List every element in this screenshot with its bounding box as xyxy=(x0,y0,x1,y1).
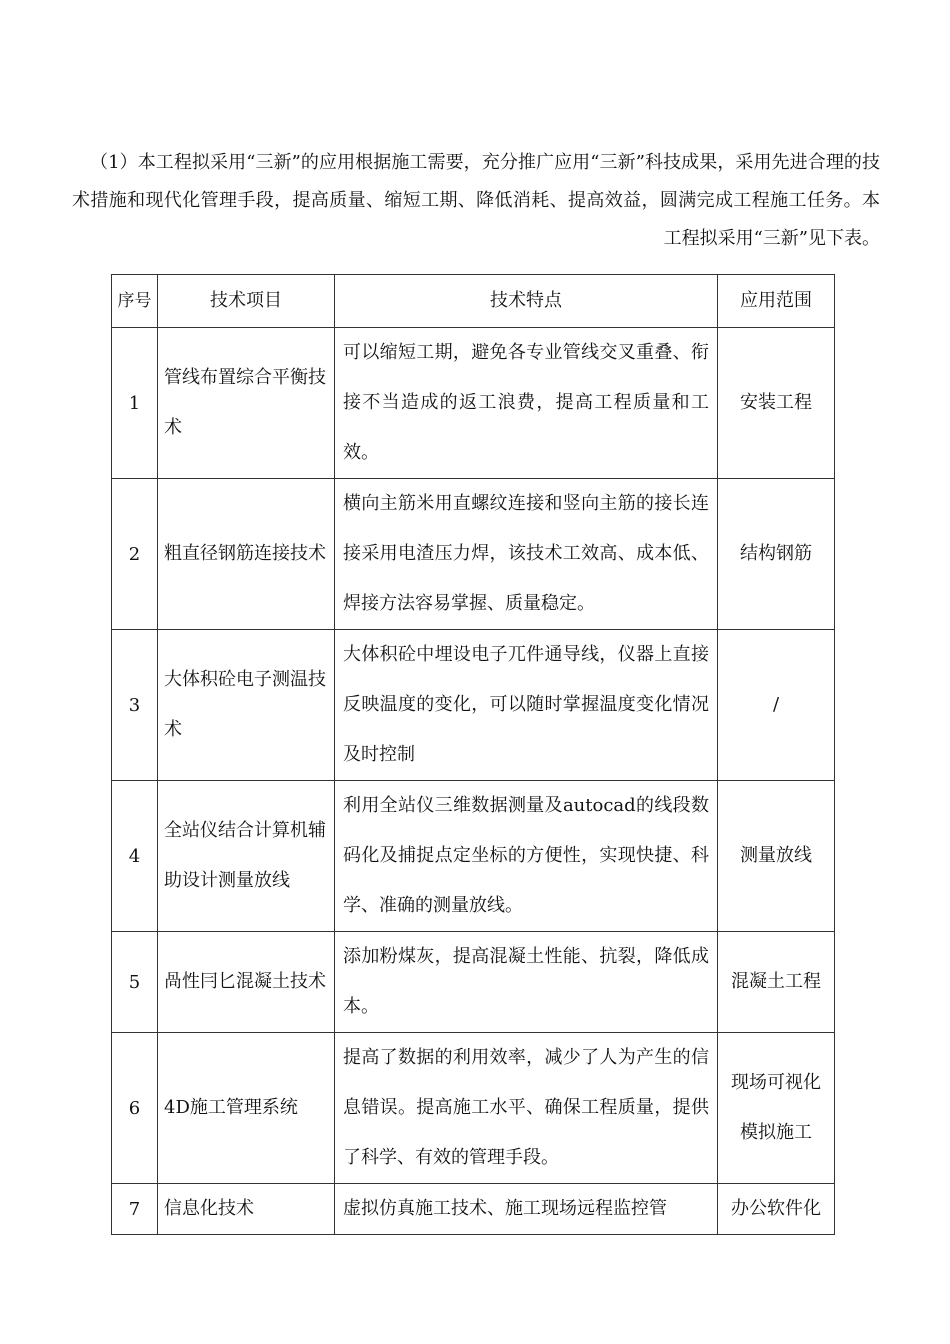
row-no: 6 xyxy=(112,1033,158,1184)
row-item: 信息化技术 xyxy=(158,1184,335,1235)
row-no: 5 xyxy=(112,932,158,1033)
row-feature: 横向主筋米用直螺纹连接和竖向主筋的接长连接采用电渣压力焊，该技术工效高、成本低、焊接方法容易掌握、质量稳定。 xyxy=(335,479,718,630)
row-feature: 添加粉煤灰，提高混凝土性能、抗裂，降低成本。 xyxy=(335,932,718,1033)
row-item: 大体积砼电子测温技术 xyxy=(158,630,335,781)
table-row xyxy=(112,630,835,781)
row-feature: 大体积砼中埋设电子兀件通导线，仪器上直接反映温度的变化，可以随时掌握温度变化情况及时控制 xyxy=(335,630,718,781)
row-no: 7 xyxy=(112,1184,158,1235)
row-scope: 结构钢筋 xyxy=(718,479,835,630)
header-no: 序号 xyxy=(112,275,158,328)
row-scope: 办公软件化 xyxy=(718,1184,835,1235)
row-no: 3 xyxy=(112,630,158,781)
header-scope: 应用范围 xyxy=(718,275,835,328)
header-feature: 技术特点 xyxy=(335,275,718,328)
row-item: 管线布置综合平衡技术 xyxy=(158,328,335,479)
intro-paragraph: （1）本工程拟采用“三新”的应用根据施工需要，充分推广应用“三新”科技成果，采用先进合理的技术措施和现代化管理手段，提高质量、缩短工期、降低消耗、提高效益，圆满完成工程施工任务。本工程拟采用“三新”见下表。 xyxy=(72,152,880,249)
intro-paragraph-block xyxy=(72,144,880,258)
table-row xyxy=(112,479,835,630)
row-scope: 测量放线 xyxy=(718,781,835,932)
table-row xyxy=(112,781,835,932)
row-feature: 虚拟仿真施工技术、施工现场远程监控管 xyxy=(335,1184,718,1235)
row-feature: 利用全站仪三维数据测量及autocad的线段数码化及捕捉点定坐标的方便性，实现快捷、科学、准确的测量放线。 xyxy=(335,781,718,932)
row-scope: / xyxy=(718,630,835,781)
row-scope: 现场可视化模拟施工 xyxy=(718,1033,835,1184)
table-row xyxy=(112,1033,835,1184)
table-row xyxy=(112,932,835,1033)
row-scope: 安装工程 xyxy=(718,328,835,479)
row-item: 咼性冃匕混凝土技术 xyxy=(158,932,335,1033)
row-no: 4 xyxy=(112,781,158,932)
row-no: 1 xyxy=(112,328,158,479)
header-item: 技术项目 xyxy=(158,275,335,328)
table-row xyxy=(112,328,835,479)
row-no: 2 xyxy=(112,479,158,630)
table-row xyxy=(112,1184,835,1235)
row-feature: 可以缩短工期，避免各专业管线交叉重叠、衔接不当造成的返工浪费，提高工程质量和工效。 xyxy=(335,328,718,479)
row-scope: 混凝土工程 xyxy=(718,932,835,1033)
row-feature: 提高了数据的利用效率，减少了人为产生的信息错误。提高施工水平、确保工程质量，提供了科学、有效的管理手段。 xyxy=(335,1033,718,1184)
row-item: 全站仪结合计算机辅助设计测量放线 xyxy=(158,781,335,932)
new-technology-table xyxy=(111,274,835,1235)
row-item: 4D施工管理系统 xyxy=(158,1033,335,1184)
table-header-row xyxy=(112,275,835,328)
row-item: 粗直径钢筋连接技术 xyxy=(158,479,335,630)
